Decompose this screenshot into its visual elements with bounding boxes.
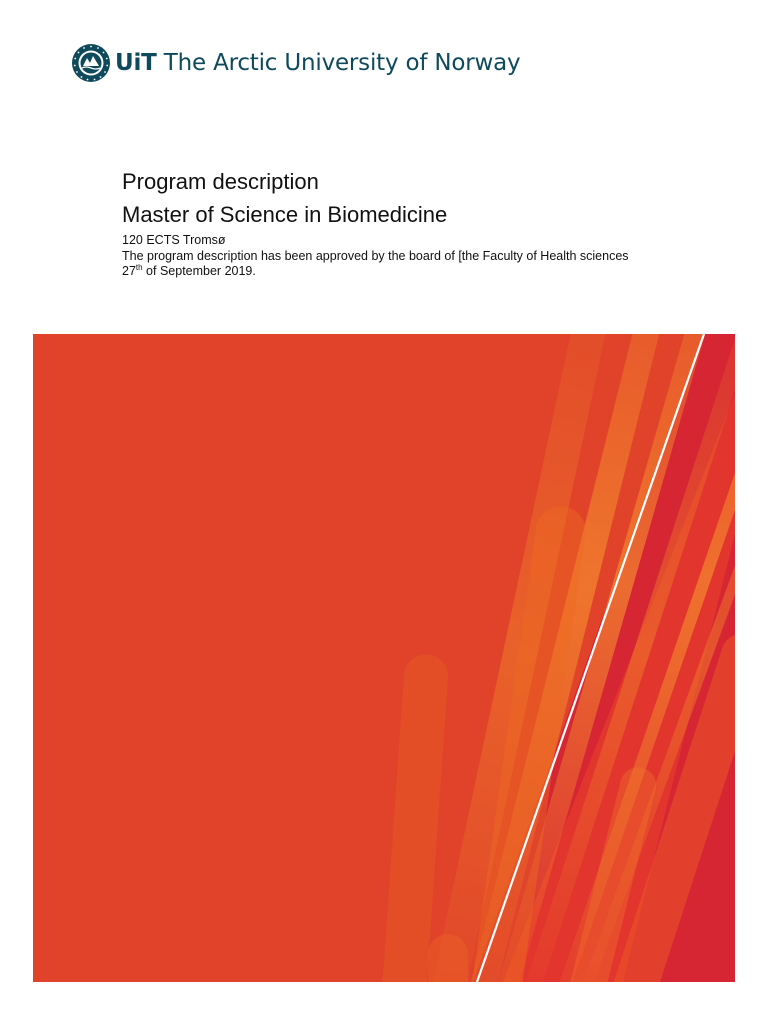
approval-date-suffix: th — [135, 262, 143, 272]
university-short-name: UiT — [115, 49, 157, 76]
university-full-name: The Arctic University of Norway — [163, 49, 521, 76]
credits-location: 120 ECTS Tromsø — [122, 233, 226, 247]
approval-statement: The program description has been approved by the board of [the Faculty of Health sciences — [122, 248, 629, 263]
approval-date-day: 27 — [122, 264, 136, 278]
approval-date-rest: of September 2019. — [142, 264, 256, 278]
cover-ray-short — [428, 934, 468, 982]
university-wordmark — [115, 49, 521, 76]
university-seal-icon — [71, 43, 111, 83]
document-title: Program description — [122, 169, 319, 194]
program-meta — [122, 233, 629, 280]
university-logo — [71, 41, 520, 85]
approval-date — [122, 264, 629, 280]
program-name: Master of Science in Biomedicine — [122, 202, 448, 227]
cover-artwork — [33, 334, 735, 982]
